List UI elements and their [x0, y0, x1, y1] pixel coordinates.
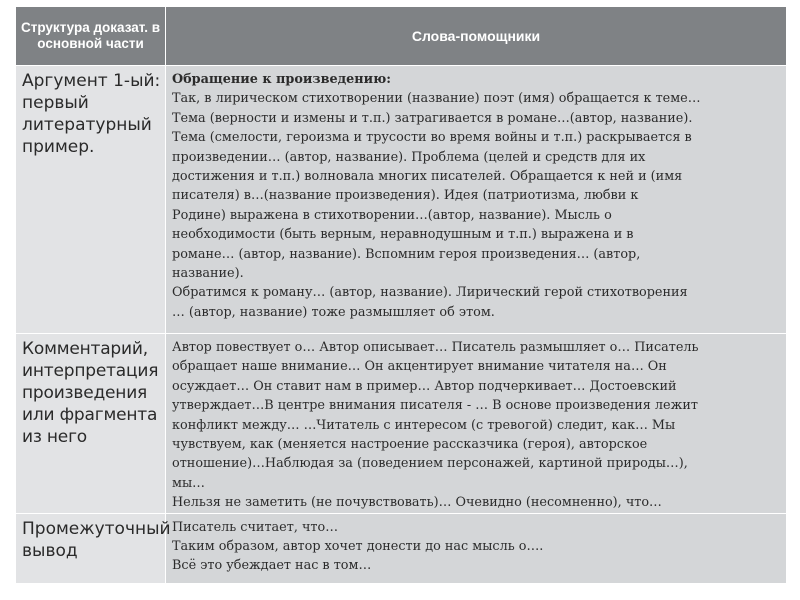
text-line: Так, в лирическом стихотворении (название) поэт (имя) обращается к теме… [172, 91, 701, 107]
text-line: произведении… (автор, название). Проблема (целей и средств для их [172, 149, 646, 165]
table-row [16, 66, 787, 334]
text-line: название). [172, 266, 244, 282]
argument-structure-table [15, 6, 787, 584]
text-line: осуждает… Он ставит нам в пример… Автор подчеркивает… Достоевский [172, 378, 677, 394]
text-line: Родине) выражена в стихотворении…(автор, название). Мысль о [172, 207, 612, 223]
header-helper-words: Слова-помощники [166, 7, 787, 66]
row-label-commentary: Комментарий, интерпретация произведения или фрагмента из него [16, 334, 166, 514]
row-title: Обращение к произведению: [172, 72, 391, 87]
table-row [16, 513, 787, 583]
text-line: отношение)…Наблюдая за (поведением персонажей, картиной природы…), [172, 456, 688, 472]
row-content-commentary [166, 334, 787, 514]
row-content-conclusion [166, 513, 787, 583]
row-label-argument: Аргумент 1-ый: первый литературный пример. [16, 66, 166, 334]
row-label-conclusion: Промежуточный вывод [16, 513, 166, 583]
text-line: обращает наше внимание… Он акцентирует внимание читателя на… Он [172, 359, 667, 375]
text-line: писателя) в…(название произведения). Идея (патриотизма, любви к [172, 188, 639, 204]
text-line: Тема (смелости, героизма и трусости во время войны и т.п.) раскрывается в [172, 130, 692, 146]
text-line: Тема (верности и измены и т.п.) затрагивается в романе…(автор, название). [172, 110, 693, 126]
text-line: мы… [172, 475, 205, 491]
text-line: Всё это убеждает нас в том… [172, 558, 372, 574]
text-line: Таким образом, автор хочет донести до нас мысль о…. [172, 539, 544, 555]
text-line: достижения и т.п.) волновала многих писателей. Обращается к ней и (имя [172, 169, 683, 185]
table-header-row [16, 7, 787, 66]
text-line: конфликт между… …Читатель с интересом (с тревогой) следит, как… Мы [172, 417, 676, 433]
text-line: Писатель считает, что… [172, 519, 338, 535]
text-line: необходимости (быть верным, неравнодушным и т.п.) выражена и в [172, 227, 634, 243]
header-structure: Структура доказат. в основной части [16, 7, 166, 66]
table-row [16, 334, 787, 514]
row-content-argument [166, 66, 787, 334]
text-line: чувствуем, как (меняется настроение рассказчика (героя), авторское [172, 437, 648, 453]
text-line: утверждает…В центре внимания писателя - … В основе произведения лежит [172, 398, 698, 414]
text-line: романе… (автор, название). Вспомним героя произведения… (автор, [172, 246, 641, 262]
text-line: Нельзя не заметить (не почувствовать)… Очевидно (несомненно), что… [172, 495, 662, 511]
text-line: Обратимся к роману… (автор, название). Лирический герой стихотворения [172, 285, 688, 301]
text-line: … (автор, название) тоже размышляет об этом. [172, 304, 495, 320]
text-line: Автор повествует о… Автор описывает… Писатель размышляет о… Писатель [172, 340, 699, 355]
